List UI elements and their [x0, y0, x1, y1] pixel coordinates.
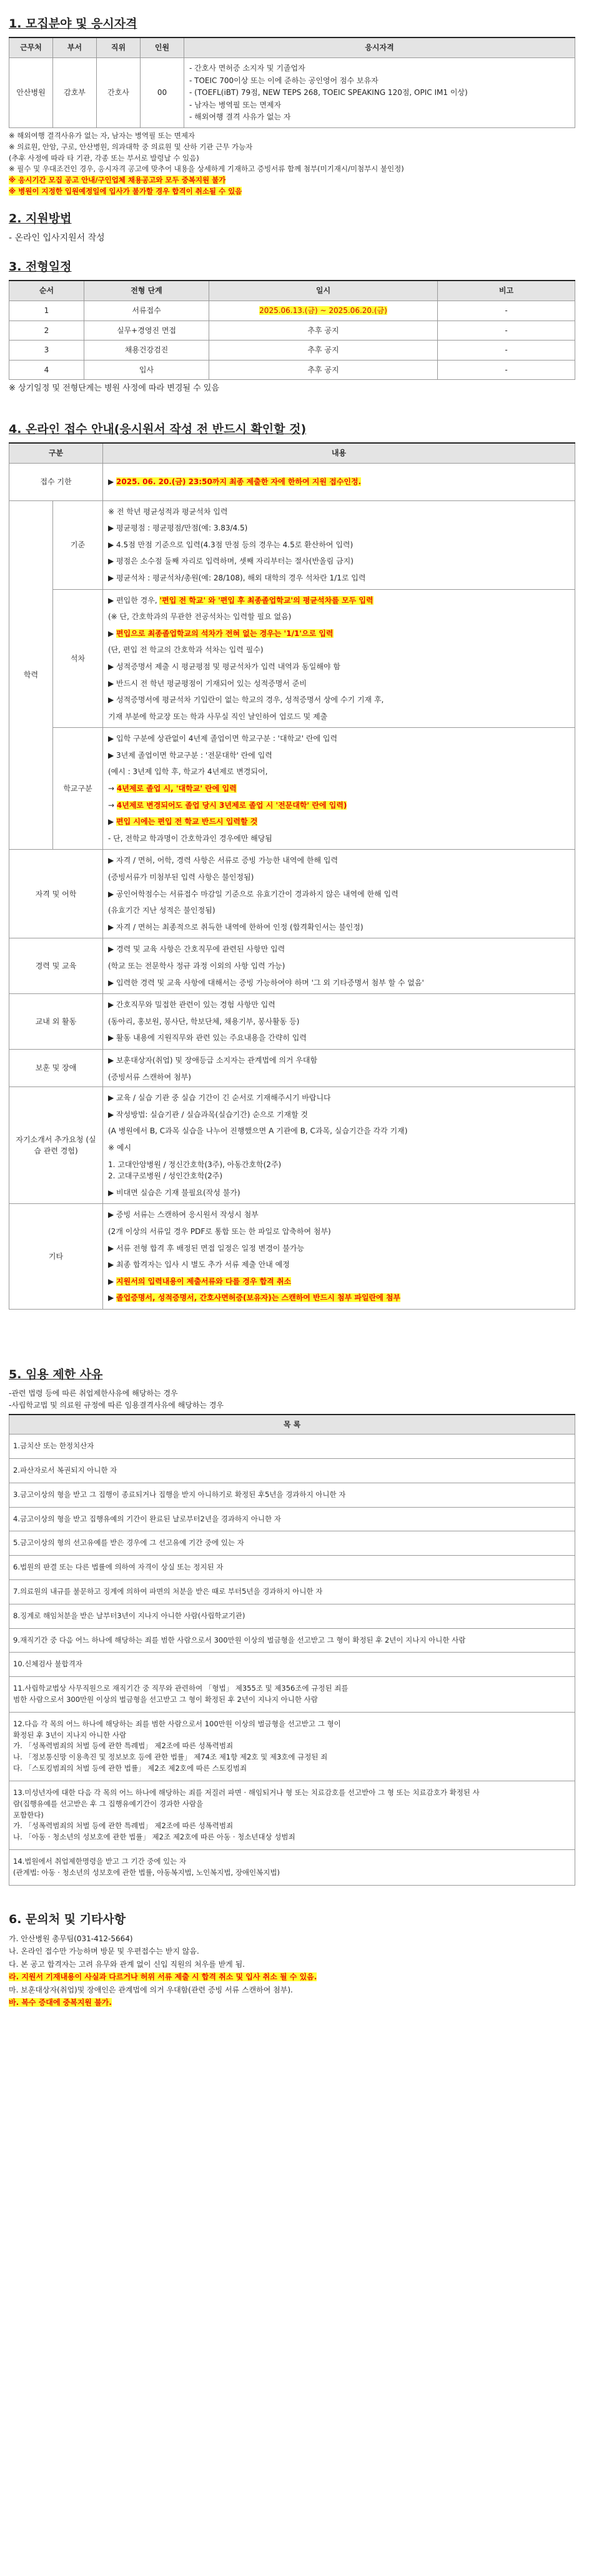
section-title-restrict: 5. 임용 제한 사유: [9, 1367, 103, 1381]
label-etc: 기타: [9, 1204, 103, 1310]
activity-line: ▶ 활동 내용에 지원직무와 관련 있는 주요내용을 간략히 입력: [108, 1032, 570, 1044]
grade-line: ▶ 4.5점 만점 기준으로 입력(4.3점 만점 등의 경우는 4.5로 환산하여 입력): [108, 539, 570, 551]
etc-line: ▶ 서류 전형 합격 후 배정된 면접 일정은 일정 변경이 불가능: [108, 1243, 570, 1255]
school-line: → 4년제로 변경되어도 졸업 당시 3년제로 졸업 시 '전문대학' 란에 입력): [108, 800, 347, 810]
sched-stage: 채용건강검진: [84, 341, 209, 361]
rank-cell: [103, 589, 575, 728]
career-line: ▶ 경력 및 교육 사항은 간호직무에 관련된 사항만 입력: [108, 943, 570, 955]
sched-date: 추후 공지: [209, 341, 438, 361]
restrict-row: 9.재직기간 중 다음 어느 하나에 해당하는 죄를 범한 사람으로서 300만원 이상의 벌금형을 선고받고 그 형이 확정된 후 2년이 지나지 아니한 사람: [9, 1628, 575, 1653]
online-table: [9, 442, 575, 1310]
intro-line: ▶ 교육 / 실습 기관 중 실습 기간이 긴 순서로 기재해주시기 바랍니다: [108, 1092, 570, 1104]
th-place: 근무처: [9, 37, 53, 57]
label-rank: 석차: [53, 589, 103, 728]
intro-line: ▶ 작성방법: 실습기관 / 실습과목(실습기간) 순으로 기재할 것: [108, 1109, 570, 1121]
sched-stage: 입사: [84, 360, 209, 380]
label-deadline: 접수 기한: [9, 463, 103, 500]
contact-line: 나. 온라인 접수만 가능하며 방문 및 우편접수는 받지 않음.: [9, 1947, 199, 1956]
th-category: 구분: [9, 443, 103, 463]
intro-line: 2. 고대구로병원 / 성인간호학(2주): [108, 1171, 223, 1181]
cert-cell: [103, 850, 575, 938]
merit-line: ▶ 보훈대상자(취업) 및 장애등급 소지자는 관계법에 의거 우대함: [108, 1055, 570, 1067]
apply-method: - 온라인 입사지원서 작성: [9, 233, 105, 244]
career-cell: [103, 938, 575, 994]
grade-cell: [103, 500, 575, 589]
intro-line: (A 병원에서 B, C과목 실습을 나누어 진행했으면 A 기관에 B, C과목, 실습기간을 각각 기재): [108, 1126, 408, 1136]
school-line: ▶ 편입 시에는 편입 전 학교 반드시 입력할 것: [108, 816, 570, 828]
contact-lines: [9, 1932, 575, 2009]
etc-line: ▶ 지원서의 입력내용이 제출서류와 다를 경우 합격 취소: [108, 1276, 570, 1288]
cert-line: ▶ 공인어학점수는 서류접수 마감일 기준으로 유효기간이 경과하지 않은 내역에 한해 입력: [108, 888, 570, 900]
sched-no: 3: [9, 341, 84, 361]
career-line: ▶ 입력한 경력 및 교육 사항에 대해서는 증빙 가능하여야 하며 '그 외 기타증명서 첨부 할 수 없음': [108, 977, 570, 989]
rank-line: ▶ 성적증명서에 평균석차 기입란이 없는 학교의 경우, 성적증명서 상에 수기 기재 후,: [108, 694, 570, 706]
activity-line: ▶ 간호직무와 밀접한 관련이 있는 경험 사항만 입력: [108, 999, 570, 1011]
cell-dept: 감호부: [53, 58, 97, 128]
career-line: (학교 또는 전문학사 정규 과정 이외의 사항 입력 가능): [108, 962, 285, 971]
school-line: ▶ 3년제 졸업이면 학교구분 : '전문대학' 란에 입력: [108, 750, 570, 762]
deadline-cell: [103, 463, 575, 500]
intro-line: ▶ 비대면 실습은 기재 불필요(작성 불가): [108, 1187, 570, 1199]
th-dept: 부서: [53, 37, 97, 57]
section-title-recruit: 1. 모집분야 및 응시자격: [9, 17, 137, 31]
schedule-footnote: ※ 상기일정 및 전형단계는 병원 사정에 따라 변경될 수 있음: [9, 384, 219, 394]
grade-line: ▶ 평균평점 : 평균평점/만점(예: 3.83/4.5): [108, 522, 570, 534]
label-merit: 보훈 및 장애: [9, 1049, 103, 1087]
merit-cell: [103, 1049, 575, 1087]
cert-line: (유효기간 지난 성적은 불인정됨): [108, 906, 215, 915]
qual-item: - TOEIC 700이상 또는 이에 준하는 공인영어 점수 보유자: [189, 75, 570, 87]
cell-place: 안산병원: [9, 58, 53, 128]
merit-line: (증빙서류 스캔하여 첨부): [108, 1072, 191, 1082]
th-date: 일시: [209, 281, 438, 301]
label-activity: 교내 외 활동: [9, 994, 103, 1050]
etc-cell: [103, 1204, 575, 1310]
label-career: 경력 및 교육: [9, 938, 103, 994]
sched-no: 1: [9, 301, 84, 321]
etc-line: ▶ 증빙 서류는 스캔하여 응시원서 작성시 첨부: [108, 1209, 570, 1221]
grade-line: ▶ 평균석차 : 평균석차/총원(예: 28/108), 해외 대학의 경우 석차란 1/1로 입력: [108, 572, 570, 584]
contact-line: 다. 본 공고 합격자는 고려 유무와 관계 없이 신입 직원의 처우를 받게 됨.: [9, 1959, 245, 1969]
th-content: 내용: [103, 443, 575, 463]
sched-note: -: [438, 360, 575, 380]
restrict-row: 5.금고이상의 형의 선고유예를 받은 경우에 그 선고유예 기간 중에 있는 자: [9, 1531, 575, 1556]
label-school: 학교구분: [53, 728, 103, 850]
warning-line: ※ 병원이 지정한 입원예정일에 입사가 불가할 경우 합격이 취소될 수 있음: [9, 187, 242, 196]
rank-line: 기재 부분에 학교장 또는 학과 사무실 직인 날인하여 업로드 및 제출: [108, 712, 328, 721]
sched-note: -: [438, 341, 575, 361]
label-grade: 기준: [53, 500, 103, 589]
contact-line: 마. 보훈대상자(취업)및 장애인은 관계법에 의거 우대함(관련 증빙 서류 스캔하여 첨부).: [9, 1985, 293, 1994]
activity-line: (동아리, 홍보원, 봉사단, 학보단체, 채용기부, 봉사활동 등): [108, 1017, 300, 1026]
school-line: ▶ 입학 구분에 상관없이 4년제 졸업이면 학교구분 : '대학교' 란에 입력: [108, 733, 570, 745]
restrict-row: 7.의료원의 내규를 불문하고 징계에 의하여 파면의 처분을 받은 때로 부터5년을 경과하지 아니한 자: [9, 1579, 575, 1604]
school-cell: [103, 728, 575, 850]
restrict-sub: -관련 법령 등에 따른 취업제한사유에 해당하는 경우: [9, 1389, 178, 1398]
contact-line: 바. 복수 증대에 중복지원 불가.: [9, 1998, 112, 2007]
restrict-row: 10.신체검사 불합격자: [9, 1653, 575, 1677]
qual-item: - 해외여행 결격 사유가 없는 자: [189, 111, 570, 123]
etc-line: (2개 이상의 서류일 경우 PDF로 통합 또는 한 파일로 압축하여 첨부): [108, 1226, 331, 1236]
recruit-table: [9, 37, 575, 128]
section-title-apply: 2. 지원방법: [9, 211, 72, 226]
grade-line: ▶ 평점은 소수점 둘째 자리로 입력하며, 셋째 자리부터는 절사(반올림 금지): [108, 555, 570, 567]
deadline-text: 2025. 06. 20.(금) 23:50까지 최종 제출한 자에 한하여 지원 접수인정.: [116, 477, 362, 486]
cell-quals: [184, 58, 575, 128]
restrict-row: 1.금치산 또는 한정치산자: [9, 1435, 575, 1459]
restrict-row: 3.금고이상의 형을 받고 그 집행이 종료되거나 집행을 받지 아니하기로 확정된 후5년을 경과하지 아니한 자: [9, 1483, 575, 1507]
restrict-row: 2.파산자로서 복권되지 아니한 자: [9, 1458, 575, 1483]
sched-no: 4: [9, 360, 84, 380]
etc-line: ▶ 최종 합격자는 입사 시 별도 추가 서류 제출 안내 예정: [108, 1259, 570, 1271]
th-position: 직위: [97, 37, 141, 57]
sched-date: 추후 공지: [209, 360, 438, 380]
intro-line: ※ 예시: [108, 1143, 132, 1152]
schedule-table: [9, 280, 575, 380]
label-education: 학력: [9, 500, 53, 850]
cert-line: ▶ 자격 / 면허는 최종적으로 취득한 내역에 한하여 인정 (합격확인서는 불인정): [108, 922, 570, 933]
sched-date: [209, 301, 438, 321]
recruit-notes: [9, 131, 575, 197]
restrict-sub: -사립학교법 및 의료원 규정에 따른 임용결격사유에 해당하는 경우: [9, 1400, 224, 1410]
sched-note: -: [438, 301, 575, 321]
qual-item: - 간호사 면허증 소지자 및 기졸업자: [189, 62, 570, 74]
th-count: 인원: [141, 37, 184, 57]
note-line: (추후 사정에 따라 타 기관, 각종 또는 부서로 발령날 수 있음): [9, 153, 199, 162]
th-order: 순서: [9, 281, 84, 301]
restrict-row: 6.법원의 판결 또는 다른 법률에 의하여 자격이 상실 또는 정지된 자: [9, 1556, 575, 1580]
cert-line: ▶ 자격 / 면허, 어학, 경력 사항은 서류로 증빙 가능한 내역에 한해 입력: [108, 855, 570, 867]
contact-line: 가. 안산병원 총무팀(031-412-5664): [9, 1934, 133, 1944]
restrict-row: 11.사립학교법상 사무직원으로 재직기간 중 직무와 관련하여 「형법」 제355조 및 제356조에 규정된 죄를 범한 사람으로서 300만원 이상의 벌금형을 선고받고 그 형이 확정된 후 2년이 지나지 아니한 사람: [9, 1677, 575, 1713]
sched-note: -: [438, 321, 575, 341]
cell-position: 간호사: [97, 58, 141, 128]
contact-line: 라. 지원서 기재내용이 사실과 다르거나 허위 서류 제출 시 합격 취소 및 입사 취소 될 수 있음.: [9, 1972, 317, 1982]
note-line: ※ 의료원, 안암, 구로, 안산병원, 의과대학 중 의료원 및 산하 기관 근무 가능자: [9, 142, 253, 151]
qual-item-extra: - (TOEFL(iBT) 79점, NEW TEPS 268, TOEIC SPEAKING 120점, OPIC IM1 이상): [189, 87, 570, 99]
note-line: ※ 필수 및 우대조건인 경우, 응시자격 공고에 맞추어 내용을 상세하게 기재하고 증빙서류 함께 첨부(미기재시/미첨부시 불인정): [9, 164, 404, 174]
intro-line: 1. 고대안암병원 / 정신간호학(3주), 아동간호학(2주): [108, 1160, 282, 1169]
rank-line: ▶ 편입으로 최종졸업학교의 석차가 전혀 없는 경우는 '1/1'으로 입력: [108, 628, 570, 640]
th-remark: 비고: [438, 281, 575, 301]
qual-item: - 남자는 병역필 또는 면제자: [189, 99, 570, 111]
intro-cell: [103, 1087, 575, 1204]
cert-line: (증빙서류가 미첨부된 입력 사항은 불인정됨): [108, 873, 254, 882]
activity-cell: [103, 994, 575, 1050]
rank-line: ▶ 반드시 전 학년 평균평점이 기재되어 있는 성적증명서 준비: [108, 678, 570, 690]
sched-date: 추후 공지: [209, 321, 438, 341]
restrict-row: 8.징계로 해임처분을 받은 날부터3년이 지나지 아니한 사람(사립학교기관): [9, 1604, 575, 1628]
th-quals: 응시자격: [184, 37, 575, 57]
school-line: → 4년제로 졸업 시, '대학교' 란에 입력: [108, 784, 237, 793]
restrict-row: 13.미성년자에 대한 다음 각 목의 어느 하나에 해당하는 죄를 저질러 파면 · 해임되거나 형 또는 치료감호를 선고받아 그 형 또는 치료감호가 확정된 사 람(집행유예를 선고받은 후 그 집행유예기간이 경과한 사람을 포함한다) 가. 「성폭력범죄의 처벌 등에 관한 특례법」 제2조에 따른 성폭력범죄 나. 「아동 · 청소년의 성보호에 관한 법률」 제2조 제2호에 따른 아동 · 청소년대상 성범죄: [9, 1781, 575, 1849]
note-line: ※ 해외여행 결격사유가 없는 자, 남자는 병역필 또는 면제자: [9, 131, 196, 140]
th-list: 목 록: [9, 1415, 575, 1435]
section-title-online: 4. 온라인 접수 안내(응시원서 작성 전 반드시 확인할 것): [9, 422, 307, 436]
rank-line: (단, 편입 전 학교의 간호학과 석차는 입력 필수): [108, 645, 264, 655]
section-title-contact: 6. 문의처 및 기타사항: [9, 1912, 126, 1926]
sched-stage: 실무+경영진 면접: [84, 321, 209, 341]
sched-no: 2: [9, 321, 84, 341]
restrict-row: 14.법원에서 취업제한명령을 받고 그 기간 중에 있는 자 (관계법: 아동 · 청소년의 성보호에 관한 법률, 아동복지법, 노인복지법, 장애인복지법): [9, 1849, 575, 1885]
sched-date-text: 2025.06.13.(금) ~ 2025.06.20.(금): [259, 306, 387, 316]
rank-line: ▶ 편입한 경우, '편입 전 학교' 와 '편입 후 최종졸업학교'의 평균석차를 모두 입력: [108, 595, 570, 607]
cell-count: 00: [141, 58, 184, 128]
school-line: (예시 : 3년제 입학 후, 학교가 4년제로 변경되어,: [108, 767, 268, 777]
section-title-schedule: 3. 전형일정: [9, 260, 72, 274]
school-line: - 단, 전학교 학과명이 간호학과인 경우에만 해당됨: [108, 833, 272, 843]
grade-line: ※ 전 학년 평균성적과 평균석차 입력: [108, 507, 228, 516]
restrict-row: 12.다음 각 목의 어느 하나에 해당하는 죄를 범한 사람으로서 100만원 이상의 벌금형을 선고받고 그 형이 확정된 후 3년이 지나지 아니한 사람 가. 「성폭력범죄의 처벌 등에 관한 특례법」 제2조에 따른 성폭력범죄 나. 「정보통신망 이용촉진 및 정보보호 등에 관한 법률」 제74조 제1항 제2호 및 제3호에 규정된 죄 다. 「스토킹범죄의 처벌 등에 관한 법률」 제2조 제2호에 따른 스토킹범죄: [9, 1712, 575, 1781]
warning-line: ※ 응시기간 모집 공고 안내/구인업체 채용공고와 모두 중복지원 불가: [9, 176, 226, 185]
th-stage: 전형 단계: [84, 281, 209, 301]
restrict-table: [9, 1414, 575, 1886]
etc-line: ▶ 졸업증명서, 성적증명서, 간호사면허증(보유자)는 스캔하여 반드시 첨부 파일란에 첨부: [108, 1292, 570, 1304]
rank-line: (※ 단, 간호학과의 무관한 전공석차는 입력할 필요 없음): [108, 612, 292, 622]
label-cert: 자격 및 어학: [9, 850, 103, 938]
rank-line: ▶ 성적증명서 제출 시 평균평점 및 평균석차가 입력 내역과 동일해야 함: [108, 661, 570, 673]
restrict-row: 4.금고이상의 형을 받고 집행유예의 기간이 완료된 날로부터2년을 경과하지 아니한 자: [9, 1507, 575, 1531]
label-intro: 자기소개서 추가요청 (실습 관련 경험): [9, 1087, 103, 1204]
sched-stage: 서류접수: [84, 301, 209, 321]
